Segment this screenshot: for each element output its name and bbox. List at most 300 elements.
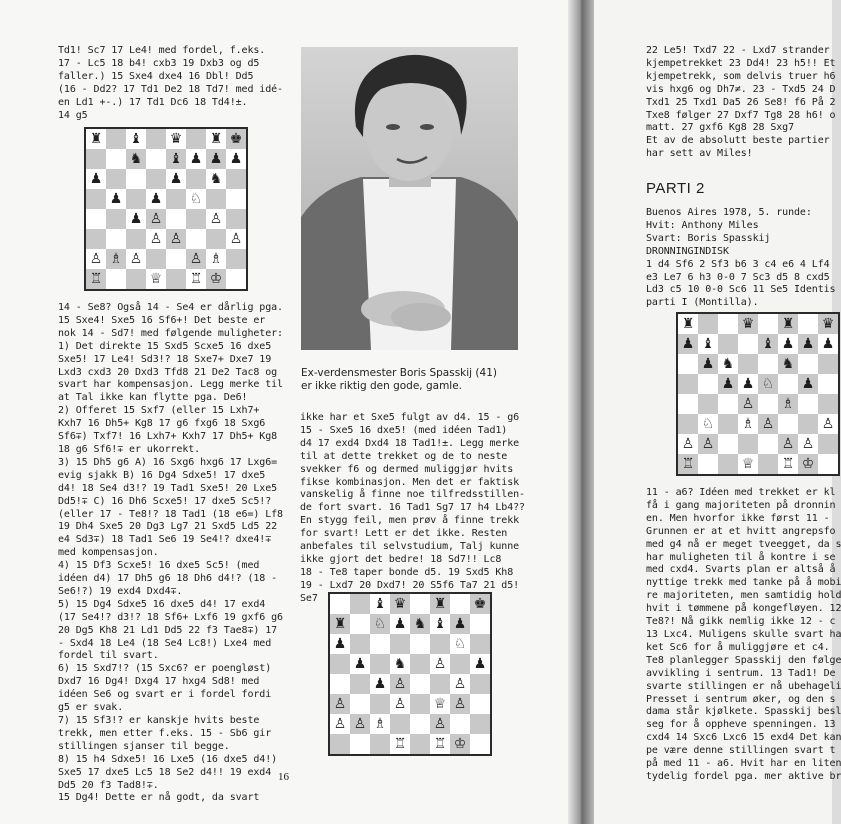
- board-square: [430, 734, 450, 754]
- chess-piece-icon: ♟: [169, 171, 183, 187]
- text-line: g5 er svak.: [58, 702, 124, 714]
- chess-piece-icon: ♟: [373, 676, 387, 692]
- text-line: 22 Le5! Txd7 22 - Lxd7 strander: [646, 45, 830, 56]
- text-line: 1) Det direkte 15 Sxd5 Scxe5 16 dxe5: [58, 340, 272, 352]
- chess-piece-icon: ♟: [801, 336, 815, 352]
- text-line: med cxd4. Svarts plan er altså å: [646, 564, 836, 576]
- board-square: [330, 694, 350, 714]
- middle-column-text: [300, 412, 525, 606]
- chess-piece-icon: ♖: [681, 456, 695, 472]
- board-square: [146, 189, 166, 209]
- board-square: [758, 334, 778, 354]
- text-line: d4 17 exd4 Dxd4 18 Tad1!±. Legg merke: [300, 437, 520, 449]
- text-line: Grunnen er at et hvitt angrepsfo: [646, 525, 836, 537]
- text-line: cxd4 14 Sxc6 Lxc6 15 exd4 Det kan: [646, 732, 841, 744]
- board-square: [106, 209, 126, 229]
- caption-line: er ikke riktig den gode, gamle.: [301, 380, 463, 392]
- board-square: [126, 149, 146, 169]
- board-square: [330, 594, 350, 614]
- board-square: [186, 169, 206, 189]
- chess-piece-icon: ♚: [229, 131, 243, 147]
- board-square: [758, 394, 778, 414]
- board-square: [678, 454, 698, 474]
- board-square: [86, 229, 106, 249]
- board-square: [678, 434, 698, 454]
- board-square: [758, 414, 778, 434]
- text-line: Buenos Aires 1978, 5. runde:: [646, 207, 812, 218]
- board-square: [778, 414, 798, 434]
- board-square: [430, 594, 450, 614]
- board-square: [370, 674, 390, 694]
- chess-piece-icon: ♖: [781, 456, 795, 472]
- chess-piece-icon: ♚: [473, 596, 487, 612]
- chess-piece-icon: ♜: [333, 616, 347, 632]
- text-line: nok 14 - Sd7! med følgende muligheter:: [58, 327, 283, 339]
- board-square: [818, 414, 838, 434]
- board-square: [86, 169, 106, 189]
- right-column-text-bottom: [646, 487, 841, 784]
- board-square: [470, 594, 490, 614]
- board-square: [470, 654, 490, 674]
- text-line: på med 11 - a6. Hvit har en liten: [646, 758, 841, 770]
- text-line: svekker f6 og dermed muliggjør hvits: [300, 463, 514, 475]
- board-square: [698, 434, 718, 454]
- chess-piece-icon: ♔: [209, 271, 223, 287]
- text-line: Svart: Boris Spasskij: [646, 232, 771, 244]
- board-square: [390, 614, 410, 634]
- chess-piece-icon: ♜: [209, 131, 223, 147]
- board-square: [186, 209, 206, 229]
- text-line: for svart! Lett er det ikke. Resten: [300, 528, 508, 540]
- chess-piece-icon: ♙: [741, 396, 755, 412]
- board-square: [718, 394, 738, 414]
- chess-piece-icon: ♝: [433, 616, 447, 632]
- board-square: [166, 249, 186, 269]
- board-square: [390, 674, 410, 694]
- chess-piece-icon: ♙: [209, 211, 223, 227]
- text-line: anbefales til selvstudium, Talj kunne: [300, 541, 520, 553]
- chess-piece-icon: ♘: [189, 191, 203, 207]
- board-square: [798, 454, 818, 474]
- board-square: [370, 634, 390, 654]
- board-square: [778, 334, 798, 354]
- chess-piece-icon: ♙: [701, 436, 715, 452]
- board-square: [126, 229, 146, 249]
- board-square: [430, 654, 450, 674]
- chess-piece-icon: ♜: [89, 131, 103, 147]
- board-square: [330, 734, 350, 754]
- chess-piece-icon: ♙: [393, 696, 407, 712]
- board-square: [738, 354, 758, 374]
- board-square: [106, 249, 126, 269]
- text-line: 3) 15 Dh5 g6 A) 16 Sxg6 hxg6 17 Lxg6=: [58, 456, 278, 468]
- chess-piece-icon: ♟: [801, 376, 815, 392]
- text-line: ikke gjort det bedre! 18 Sd7!! Lc8: [300, 553, 502, 565]
- chess-piece-icon: ♛: [741, 316, 755, 332]
- board-square: [430, 694, 450, 714]
- board-square: [778, 394, 798, 414]
- text-line: vanskelig å finne noe tilfredsstillen-: [300, 489, 525, 501]
- board-square: [126, 269, 146, 289]
- board-square: [330, 714, 350, 734]
- board-square: [758, 314, 778, 334]
- board-square: [818, 454, 838, 474]
- chess-piece-icon: ♙: [433, 716, 447, 732]
- chess-piece-icon: ♟: [129, 211, 143, 227]
- chess-piece-icon: ♛: [169, 131, 183, 147]
- board-square: [330, 634, 350, 654]
- board-square: [678, 314, 698, 334]
- text-line: 19 - Lxd7 20 Dxd7! 20 S5f6 Ta7 21 d5!: [300, 579, 520, 591]
- left-column-text-top: [58, 45, 290, 122]
- board-square: [678, 394, 698, 414]
- text-line: e3 Le7 6 h3 0-0 7 Sc3 d5 8 cxd5: [646, 271, 830, 283]
- text-line: svart har kompensasjon. Legg merke til: [58, 379, 283, 391]
- chess-piece-icon: ♟: [741, 376, 755, 392]
- board-square: [718, 414, 738, 434]
- text-line: En stygg feil, men prøv å finne trekk: [300, 515, 520, 527]
- board-square: [86, 209, 106, 229]
- board-square: [146, 209, 166, 229]
- chess-piece-icon: ♟: [393, 616, 407, 632]
- chess-piece-icon: ♛: [821, 316, 835, 332]
- chess-piece-icon: ♙: [761, 416, 775, 432]
- chess-piece-icon: ♙: [149, 211, 163, 227]
- board-square: [698, 374, 718, 394]
- text-line: (16 - Dd2? 17 Td1 De2 18 Td7! med idé-: [58, 83, 283, 95]
- chess-piece-icon: ♙: [189, 251, 203, 267]
- board-square: [146, 269, 166, 289]
- book-gutter: [568, 0, 594, 824]
- board-square: [718, 354, 738, 374]
- board-square: [186, 269, 206, 289]
- text-line: fordel til svart.: [58, 650, 159, 662]
- chess-piece-icon: ♙: [433, 656, 447, 672]
- chess-diagram-2: [328, 592, 492, 756]
- text-line: at Tal ikke kan flytte pga. De6!: [58, 392, 248, 404]
- chess-piece-icon: ♙: [333, 696, 347, 712]
- portrait-illustration: [301, 47, 518, 350]
- board-square: [146, 169, 166, 189]
- board-square: [738, 314, 758, 334]
- board-square: [146, 129, 166, 149]
- chess-piece-icon: ♞: [129, 151, 143, 167]
- text-line: hvit i tømmene på kongefløyen. 12: [646, 603, 841, 615]
- text-line: 5) 15 Dg4 Sdxe5 16 dxe5 d4! 17 exd4: [58, 598, 266, 610]
- text-line: Et av de absolutt beste partier: [646, 135, 830, 147]
- board-square: [206, 189, 226, 209]
- board-square: [718, 334, 738, 354]
- board-square: [778, 434, 798, 454]
- board-square: [430, 614, 450, 634]
- text-line: Dd5!∓ C) 16 Dh6 Scxe5! 17 dxe5 Sc5!?: [58, 495, 272, 507]
- board-square: [166, 149, 186, 169]
- board-square: [798, 354, 818, 374]
- chess-piece-icon: ♟: [333, 636, 347, 652]
- text-line: matt. 27 gxf6 Kg8 28 Sxg7: [646, 122, 795, 134]
- text-line: DRONNINGINDISK: [646, 245, 729, 257]
- board-square: [798, 394, 818, 414]
- text-line: Ld3 c5 10 0-0 Sc6 11 Se5 Identis: [646, 284, 836, 296]
- chess-piece-icon: ♙: [681, 436, 695, 452]
- text-line: en Ld1 +-.) 17 Td1 Dc6 18 Td4!±.: [58, 96, 248, 108]
- chess-piece-icon: ♟: [781, 336, 795, 352]
- text-line: fikse kombinasjon. Men det er faktisk: [300, 476, 520, 488]
- text-line: faller.) 15 Sxe4 dxe4 16 Dbl! Dd5: [58, 70, 254, 82]
- text-line: dama står kjølkete. Spasskij besl: [646, 706, 841, 718]
- board-square: [698, 314, 718, 334]
- board-square: [350, 634, 370, 654]
- board-square: [226, 209, 246, 229]
- chess-piece-icon: ♕: [741, 456, 755, 472]
- board-square: [206, 169, 226, 189]
- board-square: [86, 129, 106, 149]
- board-square: [450, 674, 470, 694]
- chess-piece-icon: ♛: [393, 596, 407, 612]
- board-square: [818, 434, 838, 454]
- board-square: [738, 394, 758, 414]
- chess-piece-icon: ♘: [373, 616, 387, 632]
- game-info: [646, 207, 836, 310]
- board-square: [758, 434, 778, 454]
- chess-piece-icon: ♟: [473, 656, 487, 672]
- text-line: (eller 17 - Te8!? 18 Tad1 (18 e6=) Lf8: [58, 508, 283, 520]
- text-line: med g4 nå er meget tveegget, da s: [646, 538, 841, 550]
- board-square: [370, 714, 390, 734]
- board-square: [350, 674, 370, 694]
- board-square: [410, 674, 430, 694]
- text-line: 4) 15 Df3 Scxe5! 16 dxe5 Sc5! (med: [58, 560, 260, 572]
- board-square: [226, 129, 246, 149]
- chess-piece-icon: ♟: [453, 616, 467, 632]
- chess-piece-icon: ♜: [433, 596, 447, 612]
- board-square: [698, 334, 718, 354]
- board-square: [470, 734, 490, 754]
- board-square: [470, 674, 490, 694]
- board-square: [738, 434, 758, 454]
- chess-piece-icon: ♘: [701, 416, 715, 432]
- board-square: [450, 634, 470, 654]
- board-square: [678, 374, 698, 394]
- chess-piece-icon: ♙: [129, 251, 143, 267]
- chess-piece-icon: ♔: [453, 736, 467, 752]
- chess-piece-icon: ♞: [721, 356, 735, 372]
- text-line: en. Men hvorfor ikke først 11 -: [646, 512, 830, 524]
- chess-diagram-3: [676, 312, 840, 476]
- board-square: [758, 454, 778, 474]
- board-square: [350, 714, 370, 734]
- board-square: [350, 614, 370, 634]
- board-square: [718, 314, 738, 334]
- board-square: [470, 714, 490, 734]
- chess-piece-icon: ♟: [701, 356, 715, 372]
- board-square: [106, 189, 126, 209]
- chess-piece-icon: ♖: [189, 271, 203, 287]
- text-line: tydelig fordel pga. mer aktive br: [646, 770, 841, 782]
- chess-piece-icon: ♙: [453, 696, 467, 712]
- text-line: 15 Dg4! Dette er nå godt, da svart: [58, 792, 260, 804]
- board-square: [818, 334, 838, 354]
- board-square: [350, 594, 370, 614]
- board-square: [166, 189, 186, 209]
- board-square: [738, 454, 758, 474]
- board-square: [818, 314, 838, 334]
- text-line: 15 - Sxe5 16 dxe5! (med idéen Tad1): [300, 424, 508, 436]
- text-line: d4! 18 Se4 d3!? 19 Tad1 Sxe5! 20 Lxe5: [58, 482, 278, 494]
- text-line: avvikling i sentrum. 13 Tad1! De: [646, 667, 836, 679]
- board-square: [470, 634, 490, 654]
- board-square: [370, 694, 390, 714]
- text-line: 20 Dg5 Kh8 21 Ld1 Dd5 22 f3 Tae8∓) 17: [58, 624, 278, 636]
- chess-piece-icon: ♙: [333, 716, 347, 732]
- chess-piece-icon: ♙: [169, 231, 183, 247]
- board-square: [410, 634, 430, 654]
- photo-caption: [301, 367, 497, 393]
- board-square: [390, 634, 410, 654]
- board-square: [390, 654, 410, 674]
- chess-piece-icon: ♝: [129, 131, 143, 147]
- text-line: re majoriteten, men samtidig hold: [646, 590, 841, 602]
- text-line: Txd1 25 Txd1 Da5 26 Se8! f6 På 2: [646, 96, 836, 108]
- text-line: Dd5 20 f3 Tad8!∓.: [58, 779, 159, 791]
- board-square: [738, 414, 758, 434]
- chess-piece-icon: ♞: [781, 356, 795, 372]
- chess-piece-icon: ♙: [229, 231, 243, 247]
- text-line: svarte stillingen er nå ubehageli: [646, 680, 841, 692]
- board-square: [86, 189, 106, 209]
- board-square: [758, 354, 778, 374]
- board-square: [798, 314, 818, 334]
- board-square: [126, 249, 146, 269]
- chess-piece-icon: ♙: [149, 231, 163, 247]
- text-line: 18 g6 Sf6!∓ er ukorrekt.: [58, 443, 201, 455]
- text-line: 11 - a6? Idéen med trekket er kl: [646, 487, 836, 498]
- text-line: 2) Offeret 15 Sxf7 (eller 15 Lxh7+: [58, 405, 260, 417]
- text-line: pe være denne stillingen svart t: [646, 745, 836, 757]
- board-square: [410, 694, 430, 714]
- board-square: [370, 734, 390, 754]
- text-line: Presset i sentrum øker, og den s: [646, 693, 836, 705]
- board-square: [186, 249, 206, 269]
- board-square: [470, 694, 490, 714]
- chess-piece-icon: ♖: [393, 736, 407, 752]
- chess-piece-icon: ♙: [453, 676, 467, 692]
- board-square: [166, 229, 186, 249]
- page-number: 16: [278, 771, 289, 783]
- board-square: [470, 614, 490, 634]
- board-square: [350, 734, 370, 754]
- board-square: [778, 454, 798, 474]
- chess-piece-icon: ♗: [373, 716, 387, 732]
- chess-piece-icon: ♝: [373, 596, 387, 612]
- board-square: [350, 694, 370, 714]
- board-square: [206, 129, 226, 149]
- chess-piece-icon: ♟: [229, 151, 243, 167]
- board-square: [166, 269, 186, 289]
- text-line: (17 Se4!? d3!? 18 Sf6+ Lxf6 19 gxf6 g6: [58, 611, 283, 623]
- text-line: evig sjakk B) 16 Dg4 Sdxe5! 17 dxe5: [58, 469, 266, 481]
- board-square: [430, 634, 450, 654]
- chess-piece-icon: ♟: [209, 151, 223, 167]
- text-line: med kompensasjon.: [58, 547, 159, 559]
- board-square: [226, 169, 246, 189]
- chess-piece-icon: ♗: [741, 416, 755, 432]
- board-square: [370, 654, 390, 674]
- text-line: trekk, men etter f.eks. 15 - Sb6 gir: [58, 727, 272, 739]
- board-square: [86, 149, 106, 169]
- chess-piece-icon: ♗: [209, 251, 223, 267]
- chess-piece-icon: ♝: [761, 336, 775, 352]
- section-heading: PARTI 2: [646, 180, 705, 197]
- text-line: de fort svart. 16 Tad1 Sg7 17 h4 Lb4??: [300, 502, 525, 514]
- text-line: idéen Se6 og svart er i fordel fordi: [58, 689, 272, 701]
- chess-piece-icon: ♙: [801, 436, 815, 452]
- text-line: 1 d4 Sf6 2 Sf3 b6 3 c4 e6 4 Lf4: [646, 258, 830, 270]
- text-line: Se6!?) 19 exd4 Dxd4∓.: [58, 585, 183, 597]
- board-square: [450, 694, 470, 714]
- text-line: 7) 15 Sf3!? er kanskje hvits beste: [58, 715, 260, 726]
- text-line: Kxh7 16 Dh5+ Kg8 17 g6 fxg6 18 Sxg6: [58, 418, 266, 430]
- chess-piece-icon: ♞: [413, 616, 427, 632]
- chess-piece-icon: ♟: [681, 336, 695, 352]
- chess-piece-icon: ♘: [761, 376, 775, 392]
- chess-piece-icon: ♕: [149, 271, 163, 287]
- caption-line: Ex-verdensmester Boris Spasskij (41): [301, 367, 497, 379]
- chess-piece-icon: ♜: [781, 316, 795, 332]
- board-square: [410, 614, 430, 634]
- text-line: Dxd7 16 Dg4! Dxg4 17 hxg4 Sd8! med: [58, 676, 260, 688]
- board-square: [106, 149, 126, 169]
- chess-piece-icon: ♞: [209, 171, 223, 187]
- portrait-photo: [301, 47, 518, 350]
- board-square: [410, 654, 430, 674]
- text-line: 19 Dh4 Sxe5 20 Dg3 Lg7 21 Sxd5 Ld5 22: [58, 521, 278, 533]
- board-square: [410, 714, 430, 734]
- chess-piece-icon: ♝: [169, 151, 183, 167]
- text-line: Te8 planlegger Spasskij den følge: [646, 654, 841, 666]
- text-line: 13 Lxc4. Muligens skulle svart ha: [646, 628, 841, 640]
- text-line: 17 - Lc5 18 b4! cxb3 19 Dxb3 og d5: [58, 57, 260, 69]
- board-square: [410, 594, 430, 614]
- board-square: [778, 354, 798, 374]
- board-square: [798, 414, 818, 434]
- board-square: [450, 594, 470, 614]
- chess-piece-icon: ♟: [149, 191, 163, 207]
- board-square: [430, 674, 450, 694]
- text-line: Lxd3 cxd3 20 Dxd3 Tfd8 21 De2 Tac8 og: [58, 366, 278, 378]
- left-column-text-bottom: [58, 302, 290, 805]
- board-square: [186, 149, 206, 169]
- board-square: [330, 674, 350, 694]
- chess-piece-icon: ♙: [353, 716, 367, 732]
- board-square: [330, 614, 350, 634]
- chess-piece-icon: ♘: [453, 636, 467, 652]
- board-square: [818, 394, 838, 414]
- board-square: [226, 229, 246, 249]
- board-square: [126, 129, 146, 149]
- board-square: [698, 394, 718, 414]
- board-square: [718, 434, 738, 454]
- text-line: Hvit: Anthony Miles: [646, 219, 759, 231]
- board-square: [226, 149, 246, 169]
- chess-piece-icon: ♖: [89, 271, 103, 287]
- board-square: [330, 654, 350, 674]
- text-line: til at dette trekket og de to neste: [300, 450, 508, 462]
- board-square: [450, 714, 470, 734]
- text-line: Te8?! Nå gikk nemlig ikke 12 - c: [646, 616, 836, 628]
- text-line: seg for å oppheve spenningen. 13: [646, 719, 836, 731]
- board-square: [166, 169, 186, 189]
